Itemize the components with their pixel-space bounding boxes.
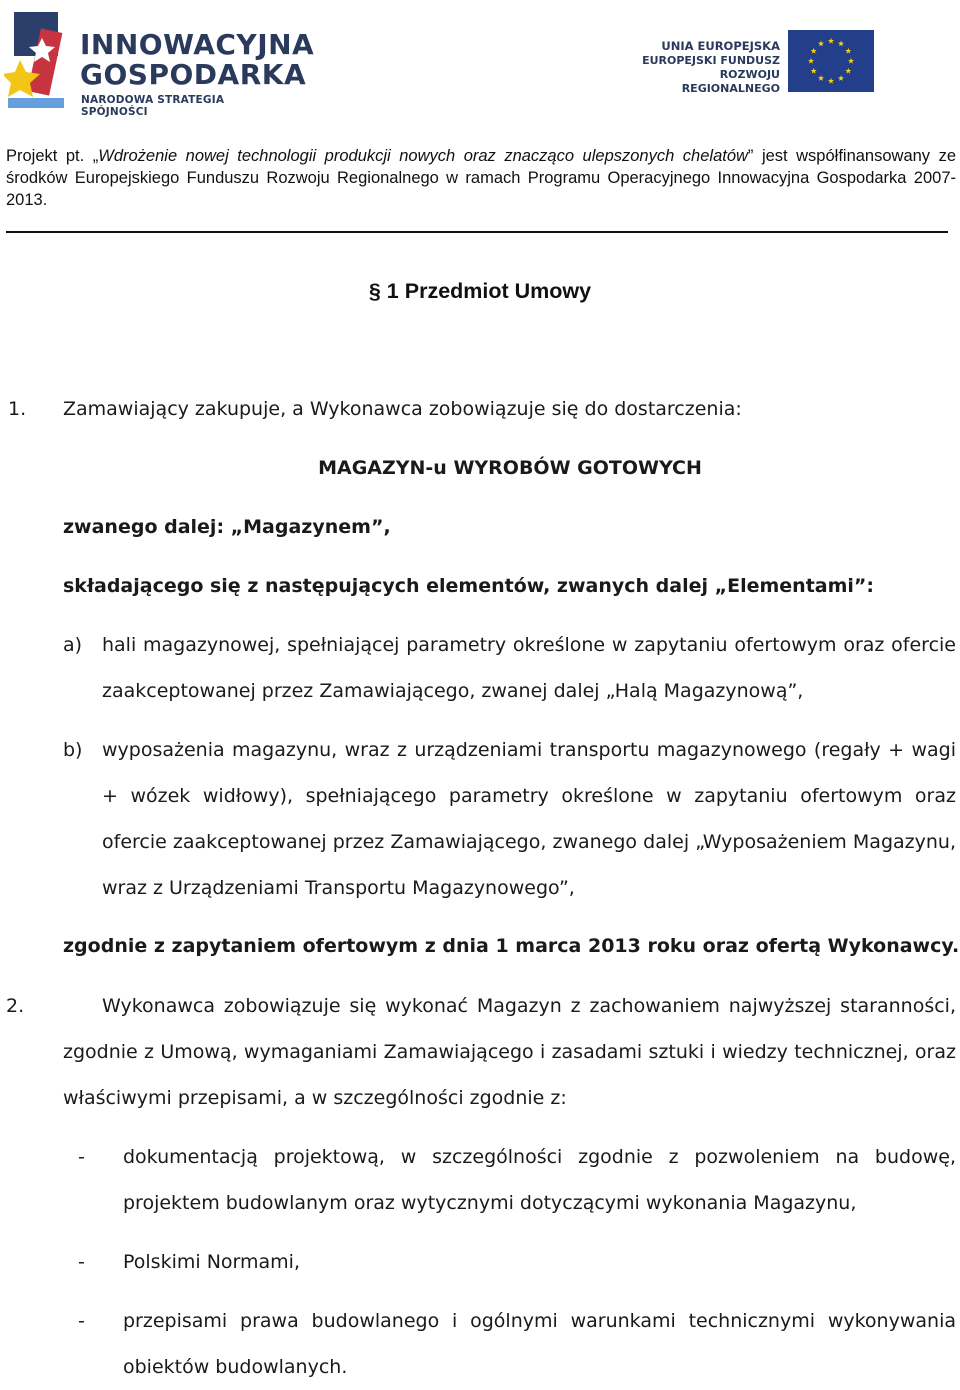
eu-logo-line2: EUROPEJSKI FUNDUSZ (642, 54, 780, 67)
bullet-dash: - (78, 1310, 85, 1332)
project-note-prefix: Projekt pt. „ (6, 147, 99, 165)
item-b-label: b) (63, 739, 83, 761)
bullet-item: dokumentacją projektową, w szczególności zgodnie z pozwoleniem na budowę, projektem budowlanym oraz wytycznymi dotyczącymi wykonania Magazynu, (123, 1146, 956, 1214)
consisting-of-elements: składającego się z następujących elementów, zwanych dalej „Elementami”: (63, 575, 874, 597)
item2-text: Wykonawca zobowiązuje się wykonać Magazyn z zachowaniem najwyższej staranności, zgodnie z Umową, wymaganiami Zamawiającego i zasadami sztuki i wiedzy technicznej, oraz właściwymi przepisami, a w szczególności zgodnie z: (63, 995, 956, 1109)
item2-number: 2. (6, 995, 25, 1017)
logo-line-gospodarka: GOSPODARKA (80, 58, 307, 91)
project-funding-note (6, 145, 956, 211)
bullet-dash: - (78, 1251, 85, 1273)
logo-line-innowacyjna: INNOWACYJNA (80, 28, 315, 61)
star-emblem-icon (4, 8, 76, 114)
item-b-text: wyposażenia magazynu, wraz z urządzeniami transportu magazynowego (regały + wagi + wózek widłowy), spełniającego parametry określone w zapytaniu ofertowym oraz ofercie zaakceptowanej przez Zamawiającego, zwanego dalej „Wyposażeniem Magazynu, wraz z Urządzeniami Transportu Magazynowego”, (102, 739, 956, 899)
item1-number: 1. (8, 398, 27, 420)
bullet-dash: - (78, 1146, 85, 1168)
bullet-item: przepisami prawa budowlanego i ogólnymi warunkami technicznymi wykonywania obiektów budowlanych. (123, 1310, 956, 1378)
eu-logo-text (636, 39, 780, 96)
item1-text: Zamawiający zakupuje, a Wykonawca zobowiązuje się do dostarczenia: (63, 398, 742, 420)
section-heading: § 1 Przedmiot Umowy (368, 279, 592, 303)
eu-logo-line1: UNIA EUROPEJSKA (661, 39, 780, 53)
header-divider (6, 231, 948, 233)
project-note-suffix: ” jest współfinansowany ze środków Europejskiego Funduszu Rozwoju Regionalnego w ramach Programu Operacyjnego Innowacyjna Gospodarka 2007-2013. (6, 147, 956, 209)
contract-subject: MAGAZYN-u WYROBÓW GOTOWYCH (318, 457, 702, 479)
item-a-text: hali magazynowej, spełniającej parametry określone w zapytaniu ofertowym oraz ofercie zaakceptowanej przez Zamawiającego, zwanej dalej „Halą Magazynową”, (102, 634, 956, 702)
bullet-item: Polskimi Normami, (123, 1251, 300, 1273)
eu-logo-line3: ROZWOJU REGIONALNEGO (681, 68, 780, 95)
item1-conclusion: zgodnie z zapytaniem ofertowym z dnia 1 marca 2013 roku oraz ofertą Wykonawcy. (63, 935, 960, 957)
called-magazyn: zwanego dalej: „Magazynem”, (63, 516, 391, 538)
innowacyjna-gospodarka-logo (4, 8, 315, 118)
eu-flag-icon (788, 30, 874, 92)
item-a-label: a) (63, 634, 83, 656)
project-title: Wdrożenie nowej technologii produkcji nowych oraz znacząco ulepszonych chelatów (98, 147, 748, 165)
logo-line-strategia: NARODOWA STRATEGIA SPÓJNOŚCI (81, 94, 225, 118)
eu-fund-logo (636, 30, 876, 94)
